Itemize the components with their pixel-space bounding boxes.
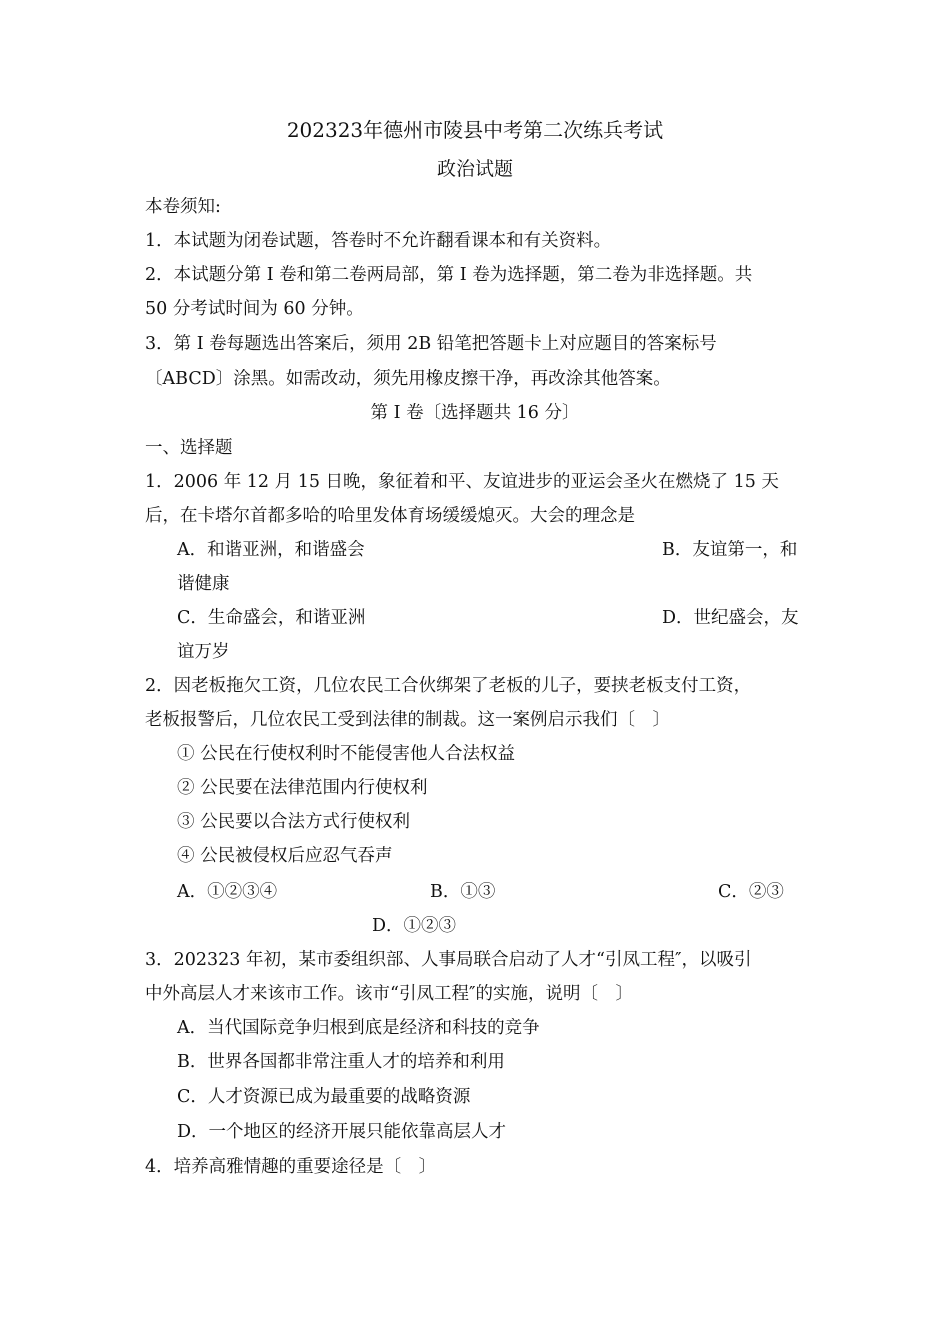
notice-item: 3．第 I 卷每题选出答案后，须用 2B 铅笔把答题卡上对应题目的答案标号: [145, 334, 717, 354]
exam-subtitle: 政治试题: [436, 158, 513, 180]
q2-option-c: C．②③: [718, 882, 784, 902]
notice-item: 〔ABCD〕涂黑。如需改动，须先用橡皮擦干净，再改涂其他答案。: [145, 369, 671, 389]
exam-title: 202323年德州市陵县中考第二次练兵考试: [286, 118, 664, 142]
q3-stem: 3．202323 年初，某市委组织部、人事局联合启动了人才“引凤工程″，以吸引: [145, 950, 752, 970]
q3-option-c: C．人才资源已成为最重要的战略资源: [177, 1087, 471, 1107]
q3-option-b: B．世界各国都非常注重人才的培养和利用: [177, 1052, 505, 1072]
section-subtitle: 一、选择题: [145, 438, 233, 458]
q1-option-c: C．生命盛会，和谐亚洲: [177, 608, 366, 628]
notice-heading: 本卷须知:: [145, 197, 221, 217]
q3-option-d: D．一个地区的经济开展只能依靠高层人才: [177, 1122, 507, 1142]
notice-item: 2．本试题分第 I 卷和第二卷两局部，第 I 卷为选择题，第二卷为非选择题。共: [145, 265, 753, 285]
q4-stem: 4．培养高雅情趣的重要途径是〔 〕: [145, 1157, 437, 1177]
q1-stem: 1．2006 年 12 月 15 日晚，象征着和平、友谊进步的亚运会圣火在燃烧了 15 天: [145, 472, 779, 492]
q3-option-a: A．当代国际竞争归根到底是经济和科技的竞争: [177, 1018, 540, 1038]
q2-statement: ① 公民在行使权利时不能侵害他人合法权益: [177, 744, 516, 764]
q2-option-d: D．①②③: [372, 916, 457, 936]
q1-option-d-cont: 谊万岁: [177, 642, 230, 662]
q2-stem: 2．因老板拖欠工资，几位农民工合伙绑架了老板的儿子，要挟老板支付工资，: [145, 676, 752, 696]
q1-option-d: D．世纪盛会，友: [662, 608, 799, 628]
q2-option-b: B．①③: [430, 882, 496, 902]
q3-stem: 中外高层人才来该市工作。该市“引凤工程″的实施，说明〔 〕: [145, 984, 633, 1004]
q1-stem: 后，在卡塔尔首都多哈的哈里发体育场缓缓熄灭。大会的理念是: [145, 506, 635, 526]
q2-statement: ② 公民要在法律范围内行使权利: [177, 778, 428, 798]
q1-option-b-cont: 谐健康: [177, 574, 230, 594]
q2-option-a: A．①②③④: [177, 882, 278, 902]
notice-item: 50 分考试时间为 60 分钟。: [145, 299, 364, 319]
section-title: 第 I 卷〔选择题共 16 分〕: [370, 403, 580, 423]
q1-option-a: A．和谐亚洲，和谐盛会: [177, 540, 365, 560]
q2-stem: 老板报警后，几位农民工受到法律的制裁。这一案例启示我们〔 〕: [145, 710, 670, 730]
q1-option-b: B．友谊第一，和: [662, 540, 798, 560]
q2-statement: ③ 公民要以合法方式行使权利: [177, 812, 411, 832]
notice-item: 1．本试题为闭卷试题，答卷时不允许翻看课本和有关资料。: [145, 231, 612, 251]
q2-statement: ④ 公民被侵权后应忍气吞声: [177, 846, 393, 866]
